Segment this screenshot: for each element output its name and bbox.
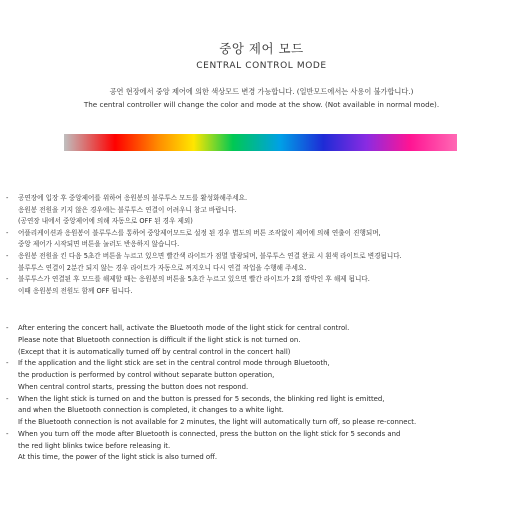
- note-item: [6, 251, 511, 274]
- bullet-dash: -: [6, 194, 9, 202]
- note-line: After entering the concert hall, activate the Bluetooth mode of the light stick for central control.: [18, 324, 350, 332]
- korean-notes-list: [6, 193, 511, 297]
- intro-korean: 공연 현장에서 중앙 제어에 의한 색상모드 변경 가능합니다. (일반모드에서는 사용이 불가합니다.): [109, 87, 414, 96]
- bullet-dash: -: [6, 429, 9, 438]
- note-item: [6, 228, 511, 251]
- note-line: 블루투스가 연결된 후 모드를 해제할 때는 응원봉의 버튼을 5초간 누르고 있으면 빨간 라이트가 2회 깜박인 후 해제 됩니다.: [18, 275, 370, 284]
- note-item: [6, 358, 517, 393]
- note-line: 블루투스 연결이 2분간 되지 않는 경우 라이트가 자동으로 꺼지오니 다시 연결 작업을 수행해 주세요.: [18, 263, 307, 272]
- bullet-dash: -: [6, 275, 9, 284]
- note-line: 공연장에 입장 후 중앙제어를 위하여 응원봉의 블루투스 모드를 활성화해주세요.: [18, 194, 248, 202]
- note-line: Please note that Bluetooth connection is difficult if the light stick is not turned on.: [18, 335, 301, 344]
- note-line: At this time, the power of the light stick is also turned off.: [18, 453, 218, 462]
- note-line: When central control starts, pressing the button does not respond.: [18, 382, 249, 391]
- note-line: 어플리케이션과 응원봉이 블루투스를 통하여 중앙제어모드로 설정 된 경우 별도의 버튼 조작없이 제어에 의해 연출이 진행되며,: [18, 228, 381, 237]
- color-spectrum-bar: [64, 134, 457, 151]
- note-line: and when the Bluetooth connection is completed, it changes to a white light.: [18, 406, 284, 415]
- note-line: When you turn off the mode after Bluetooth is connected, press the button on the light stick for 5 seconds and: [18, 429, 401, 438]
- bullet-dash: -: [6, 394, 9, 403]
- note-item: [6, 429, 517, 464]
- note-item: [6, 193, 511, 228]
- note-line: (공연장 내에서 중앙제어에 의해 자동으로 OFF 된 경우 제외): [18, 217, 193, 226]
- note-item: [6, 323, 517, 358]
- title-english: CENTRAL CONTROL MODE: [196, 61, 327, 71]
- note-line: the red light blinks twice before releasing it.: [18, 441, 171, 450]
- english-notes-list: [6, 323, 517, 464]
- intro-english: The central controller will change the color and mode at the show. (Not available in normal mode).: [83, 99, 440, 109]
- bullet-dash: -: [6, 228, 9, 237]
- note-line: 이때 응원봉의 전원도 함께 OFF 됩니다.: [18, 286, 133, 295]
- note-line: If the application and the light stick are set in the central control mode through Bluetooth,: [18, 359, 330, 368]
- note-line: 응원봉 전원을 킨 다음 5초간 버튼을 누르고 있으면 빨간색 라이트가 점멸 발광되며, 블루투스 연결 완료 시 흰색 라이트로 변경됩니다.: [18, 251, 402, 260]
- note-line: If the Bluetooth connection is not available for 2 minutes, the light will automatically turn off, so please re-connect.: [18, 418, 417, 426]
- note-line: the production is performed by control without separate button operation,: [18, 371, 275, 379]
- note-item: [6, 274, 511, 297]
- note-line: (Except that it is automatically turned off by central control in the concert hall): [18, 347, 291, 356]
- note-line: 응원봉 전원을 키지 않은 경우에는 블루투스 연결이 어려우니 참고 바랍니다.: [18, 205, 237, 214]
- note-line: When the light stick is turned on and the button is pressed for 5 seconds, the blinking red light is emitted,: [18, 394, 385, 403]
- note-item: [6, 394, 517, 429]
- bullet-dash: -: [6, 359, 9, 368]
- bullet-dash: -: [6, 324, 9, 332]
- title-korean: 중앙 제어 모드: [219, 41, 304, 56]
- note-line: 중앙 제어가 시작되면 버튼을 눌러도 반응하지 않습니다.: [18, 240, 180, 249]
- intro-text: [0, 86, 523, 111]
- bullet-dash: -: [6, 251, 9, 260]
